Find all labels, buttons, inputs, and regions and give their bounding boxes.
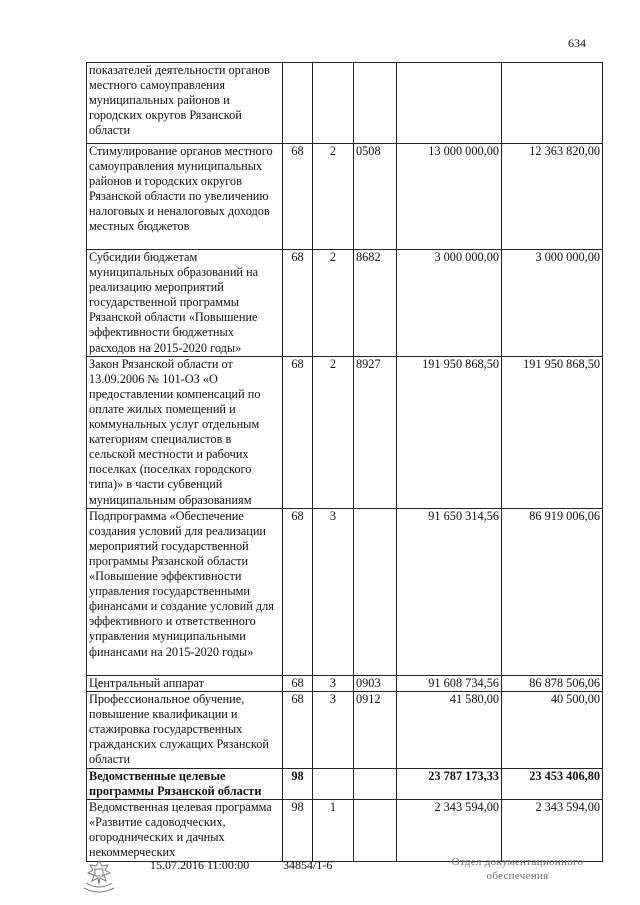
row-code-a [283,63,313,144]
department-stamp [440,855,595,883]
page-number: 634 [568,36,586,50]
row-code-b [313,63,354,144]
row-code-c [354,508,397,675]
table-row [87,144,603,250]
row-name: Подпрограмма «Обеспечение создания условий для реализации мероприятий государственной программы Рязанской области «Повышение эффективности управления государственными финансами и создание условий для эффективного и ответственного управления муниципальными финансами на 2015-2020 годы» [87,508,283,675]
table-row [87,356,603,508]
row-code-a: 98 [283,768,313,799]
row-code-a: 68 [283,144,313,250]
row-code-a: 68 [283,356,313,508]
row-code-a: 68 [283,508,313,675]
row-fact: 191 950 868,50 [502,356,603,508]
row-fact: 3 000 000,00 [502,250,603,357]
row-fact: 40 500,00 [502,691,603,768]
row-plan: 91 608 734,56 [397,675,502,691]
footer-doc-number: 34854/1-6 [283,858,333,872]
row-fact: 86 919 006,06 [502,508,603,675]
row-code-c: 0912 [354,691,397,768]
table-row [87,250,603,357]
row-name: показателей деятельности органов местного самоуправления муниципальных районов и городских округов Рязанской области [87,63,283,144]
table-row [87,691,603,768]
row-code-a: 68 [283,675,313,691]
row-plan [397,63,502,144]
row-plan: 3 000 000,00 [397,250,502,357]
row-code-c [354,768,397,799]
row-name: Центральный аппарат [87,675,283,691]
row-code-b: 1 [313,799,354,861]
table-row [87,508,603,675]
stamp-line: Отдел документационного [451,856,584,868]
row-name: Ведомственные целевые программы Рязанской области [87,768,283,799]
row-name: Стимулирование органов местного самоуправления муниципальных районов и городских округов Рязанской области по увеличению налоговых и неналоговых доходов местных бюджетов [87,144,283,250]
row-code-c: 8927 [354,356,397,508]
row-code-b: 2 [313,144,354,250]
table-row [87,675,603,691]
row-code-b: 2 [313,356,354,508]
table-row [87,63,603,144]
row-code-b: 2 [313,250,354,357]
row-fact: 86 878 506,06 [502,675,603,691]
row-name: Закон Рязанской области от 13.09.2006 № 101-ОЗ «О предоставлении компенсаций по оплате жилых помещений и коммунальных услуг отдельным категориям специалистов в сельской местности и рабочих поселках (поселках городского типа)» в части субвенций муниципальным образованиям [87,356,283,508]
row-code-b: 3 [313,691,354,768]
table-row [87,768,603,799]
row-fact: 2 343 594,00 [502,799,603,861]
row-plan: 23 787 173,33 [397,768,502,799]
row-plan: 2 343 594,00 [397,799,502,861]
row-plan: 13 000 000,00 [397,144,502,250]
row-fact [502,63,603,144]
row-fact: 12 363 820,00 [502,144,603,250]
row-plan: 91 650 314,56 [397,508,502,675]
row-fact: 23 453 406,80 [502,768,603,799]
row-code-b [313,768,354,799]
row-name: Профессиональное обучение, повышение квалификации и стажировка государственных гражданских служащих Рязанской области [87,691,283,768]
row-plan: 41 580,00 [397,691,502,768]
stamp-line: обеспечения [486,870,549,882]
row-code-c [354,799,397,861]
row-code-c: 0508 [354,144,397,250]
table-row [87,799,603,861]
footer-date: 15.07.2016 11:00:00 [150,858,250,872]
row-code-c: 0903 [354,675,397,691]
row-code-a: 98 [283,799,313,861]
row-code-b: 3 [313,675,354,691]
row-name: Ведомственная целевая программа «Развитие садоводческих, огороднических и дачных некоммерческих [87,799,283,861]
row-code-c: 8682 [354,250,397,357]
row-plan: 191 950 868,50 [397,356,502,508]
coat-of-arms-logo [78,858,120,896]
budget-table [86,62,603,862]
row-code-c [354,63,397,144]
row-code-a: 68 [283,691,313,768]
row-code-b: 3 [313,508,354,675]
row-name: Субсидии бюджетам муниципальных образований на реализацию мероприятий государственной программы Рязанской области «Повышение эффективности бюджетных расходов на 2015-2020 годы» [87,250,283,357]
row-code-a: 68 [283,250,313,357]
